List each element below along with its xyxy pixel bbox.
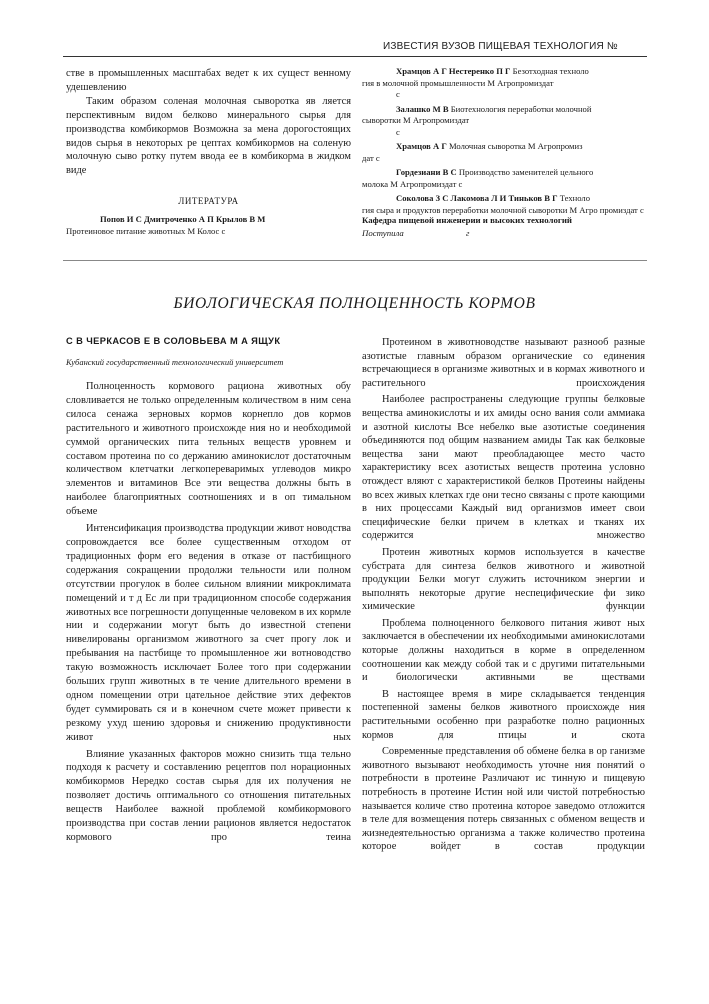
department-line: Кафедра пищевой инженерии и высоких технологий (362, 215, 572, 225)
continued-text (66, 67, 351, 178)
reference-authors: Храмцов А Г (396, 141, 447, 151)
reference-details: гия в молочной промышленности М Агропромиздат (362, 77, 554, 88)
body-paragraph: Современные представления об обмене белка в ор ганизме животного вызывают необходимость уточне ния понятий о потребности в протеине Различают ис тинную и пищевую потребность в протеине Истин ной или чистой потребностью называется количе ство протеина которое заведомо отложится в теле для возмещения потерь связанных с обменом веществ и жизнедеятельностью организма а также количество протеина которое войдет в состав продукции (362, 746, 645, 853)
reference-title: Техноло (559, 193, 590, 203)
reference-title: Безотходная техноло (512, 66, 589, 76)
received-suffix: г (466, 228, 470, 238)
reference-details: гия сыра и продуктов переработки молочной сыворотки М Агро промиздат с (362, 204, 644, 215)
body-paragraph: В настоящее время в мире складывается тенденция постепенной замены белков животного происхожде ния растительными особенно при разработке полно рационных кормов для птицы и скота (362, 688, 645, 741)
reference-authors: Залашко М В (396, 103, 449, 114)
reference-item (362, 141, 645, 164)
article-authors: С В ЧЕРКАСОВ Е В СОЛОВЬЕВА М А ЯЩУК (66, 336, 281, 346)
body-paragraph: Полноценность кормового рациона животных обу словливается не только определенным количеством в ним сена силоса сенажа зерновых кормов корнепло дов кормов растительного и животного происхожде ния но и необходимой суммой органических пита тельных веществ уровнем и составом протеина по со держанию аминокислот достаточным количеством клетчатки легкопереваримых углеводов микро элементов и витаминов Все эти вещества должны быть в наиболее благоприятных соотношениях и в оп тимальном объеме (66, 381, 351, 518)
reference-title: Молочная сыворотка М Агропромиз (448, 141, 583, 151)
received-line (362, 228, 645, 238)
received-label: Поступила (362, 228, 404, 238)
reference-authors: Гордезиани В С (396, 167, 457, 177)
body-paragraph: Интенсификация производства продукции живот новодства сопровождается все более существенным отходом от традиционных форм его ведения в отказе от пастбищного содержания сокращении продолжи тельности или полном отсутствии прогулок в более сильном влиянии микроклимата помещений и т д Ес ли при традиционном способе содержания животных все погрешности допущенные человеком в их кормле нии и содержании могут быть до известной степени нивелированы организмом животного за счет прогу лок и пребывания на пастбище то промышленное жи вотноводство такую возможность исключает Более того при содержании больших групп животных в те чение длительного времени в одном помещении отри цательное действие этих дефектов будет суммировать ся и в конечном счете может привести к резкому ухуд шению здоровья и снижению продуктивности живот ных (66, 523, 351, 743)
reference-authors: Попов И С Дмитроченко А П Крылов В М (100, 214, 266, 224)
reference-item (362, 167, 645, 190)
reference-details: сыворотки М Агропромиздат (362, 115, 470, 125)
section-divider (63, 260, 647, 261)
article-column-left (66, 380, 351, 848)
reference-pages: с (396, 89, 400, 99)
article-column-right (362, 336, 645, 857)
header-rule (63, 56, 647, 57)
reference-authors: Соколова З С Лакомова Л И Тиньков В Г (396, 193, 558, 203)
reference-list-right (362, 66, 645, 219)
body-paragraph: Влияние указанных факторов можно снизить тща тельно подходя к расчету и составлению рецептов пол норационных комбикормов Нередко состав сырья для их получения не позволяет достичь оптимального со отношения питательных веществ Наиболее важной проблемой комбикормового производства при состав лении рационов является недостаток кормового про теина (66, 748, 351, 843)
article-affiliation: Кубанский государственный технологический университет (66, 357, 284, 367)
body-paragraph: Наиболее распространены следующие группы белковые вещества аминокислоты и их амиды осно вания соли аммиака и азотной кислоты Все небелко вые азотистые соединения объединяются под общим названием амиды Так как белковые вещества зани мают преобладающее место часто характеристику всех азотистых веществ протеина условно отождест вляют с характеристикой белков Протеины найдены во всех живых клетках где они тесно связаны с проте кающими в них процессами Каждый вид организмов имеет свои специфические белки причем в клетках и тканях их содержится множество (362, 394, 645, 542)
reference-left (66, 214, 351, 237)
body-paragraph: Протеин животных кормов используется в качестве субстрата для синтеза белков животного и животной продукции Белки могут служить источником энергии и выполнять некоторые другие неспецифические фи зико химические функции (362, 546, 645, 613)
literature-heading: ЛИТЕРАТУРА (178, 196, 239, 206)
reference-title: Биотехнология переработки молочной (450, 103, 592, 114)
reference-item (362, 193, 645, 216)
reference-details: молока М Агропромиздат с (362, 178, 463, 189)
body-paragraph: Проблема полноценного белкового питания живот ных заключается в обеспечении их необходимыми аминокислотами которые должны находиться в корме в определенном соотношении как между собой так и с другими питательными и биологически активными ве ществами (362, 617, 645, 684)
reference-title: Производство заменителей цельного (458, 167, 594, 177)
reference-details: дат с (362, 152, 380, 163)
reference-item (362, 104, 645, 139)
article-title: БИОЛОГИЧЕСКАЯ ПОЛНОЦЕННОСТЬ КОРМОВ (173, 295, 536, 312)
reference-text: Протеиновое питание животных М Колос с (66, 225, 226, 236)
conclusion-paragraph: Таким образом соленая молочная сыворотка яв ляется перспективным видом белково минерального сырья для производства комбикормов Возможна за мена дорогостоящих видов сырья в некоторых ре цептах комбикормов на соленую молочную сыво ротку путем ввода ее в комбикорма в жидком виде (66, 95, 351, 177)
body-paragraph: Протеином в животноводстве называют разнооб разные азотистые главным образом органические со единения встречающиеся в организме животных и в кормах животного и растительного происхождения (362, 337, 645, 389)
running-header: ИЗВЕСТИЯ ВУЗОВ ПИЩЕВАЯ ТЕХНОЛОГИЯ № (383, 41, 618, 52)
continued-paragraph: стве в промышленных масштабах ведет к их сущест венному удешевлению (66, 68, 351, 93)
reference-item (362, 66, 645, 101)
reference-authors: Храмцов А Г Нестеренко П Г (396, 66, 511, 76)
reference-pages: с (396, 126, 400, 137)
